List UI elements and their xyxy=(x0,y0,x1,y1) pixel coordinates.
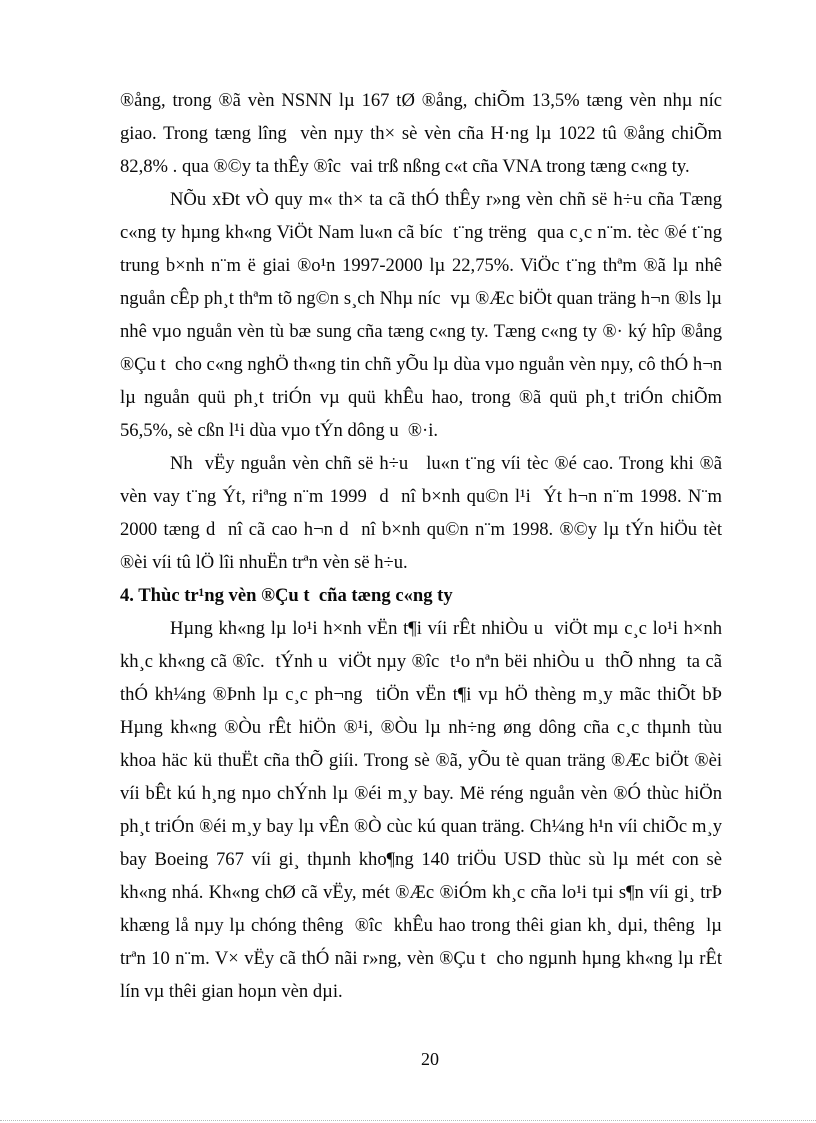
paragraph-continuation: ®ång, trong ®ã vèn NSNN lµ 167 tØ ®ång, chiÕm 13,5% tæng vèn nhµ níc giao. Trong tæng lîng vèn nµy th× sè vèn cña H·ng lµ 1022 tû ®ång chiÕm 82,8% . qua ®©y ta thÊy ®îc vai trß nßng c«t cña VNA trong tæng c«ng ty. xyxy=(120,90,727,177)
section-heading: 4. Thùc tr¹ng vèn ®Çu t cña tæng c«ng ty xyxy=(120,585,453,606)
paragraph: Nh vËy nguån vèn chñ së h÷u lu«n t¨ng víi tèc ®é cao. Trong khi ®ã vèn vay t¨ng Ýt, riªng n¨m 1999 d nî b×nh qu©n l¹i Ýt h¬n n¨m 1998. N¨m 2000 tæng d nî cã cao h¬n d nî b×nh qu©n n¨m 1998. ®©y lµ tÝn hiÖu tèt ®èi víi tû lÖ lîi nhuËn trªn vèn së h÷u. xyxy=(120,453,727,573)
paragraph: Hµng kh«ng lµ lo¹i h×nh vËn t¶i víi rÊt nhiÒu u viÖt mµ c¸c lo¹i h×nh kh¸c kh«ng cã ®îc. tÝnh u viÖt nµy ®îc t¹o nªn bëi nhiÒu u thÕ nhng ta cã thÓ kh¼ng ®Þnh lµ c¸c ph¬ng tiÖn vËn t¶i vµ hÖ thèng m¸y mãc thiÕt bÞ Hµng kh«ng ®Òu rÊt hiÖn ®¹i, ®Òu lµ nh÷ng øng dông cña c¸c thµnh tùu khoa häc kü thuËt cña thÕ giíi. Trong sè ®ã, yÕu tè quan träng ®Æc biÖt ®èi víi bÊt kú h¸ng nµo chÝnh lµ ®éi m¸y bay. Më réng nguån vèn ®Ó thùc hiÖn ph¸t triÓn ®éi m¸y bay lµ vÊn ®Ò cùc kú quan träng. Ch¼ng h¹n víi chiÕc m¸y bay Boeing 767 víi gi¸ thµnh kho¶ng 140 triÖu USD thùc sù lµ mét con sè kh«ng nhá. Kh«ng chØ cã vËy, mét ®Æc ®iÓm kh¸c cña lo¹i tµi s¶n víi gi¸ trÞ khæng lå nµy lµ chóng thêng ®îc khÊu hao trong thêi gian kh¸ dµi, thêng lµ trªn 10 n¨m. V× vËy cã thÓ nãi r»ng, vèn ®Çu t cho ngµnh hµng kh«ng lµ rÊt lín vµ thêi gian hoµn vèn dµi. xyxy=(120,618,727,1002)
page-bottom-edge xyxy=(0,1120,816,1121)
page-body-text xyxy=(120,84,727,1008)
page-number: 20 xyxy=(421,1049,439,1069)
paragraph: NÕu xÐt vÒ quy m« th× ta cã thÓ thÊy r»ng vèn chñ së h÷u cña Tæng c«ng ty hµng kh«ng ViÖt Nam lu«n cã bíc t¨ng trëng qua c¸c n¨m. tèc ®é t¨ng trung b×nh n¨m ë giai ®o¹n 1997-2000 lµ 22,75%. ViÖc t¨ng thªm ®ã lµ nhê nguån cÊp ph¸t thªm tõ ng©n s¸ch Nhµ níc vµ ®Æc biÖt quan träng h¬n ®ls lµ nhê vµo nguån vèn tù bæ sung cña tæng c«ng ty. Tæng c«ng ty ®· ký hîp ®ång ®Çu t cho c«ng nghÖ th«ng tin chñ yÕu lµ dùa vµo nguån vèn nµy, cô thÓ h¬n lµ nguån quü ph¸t triÓn vµ quü khÊu hao, trong ®ã quü ph¸t triÓn chiÕm 56,5%, sè cßn l¹i dùa vµo tÝn dông u ®·i. xyxy=(120,189,727,441)
